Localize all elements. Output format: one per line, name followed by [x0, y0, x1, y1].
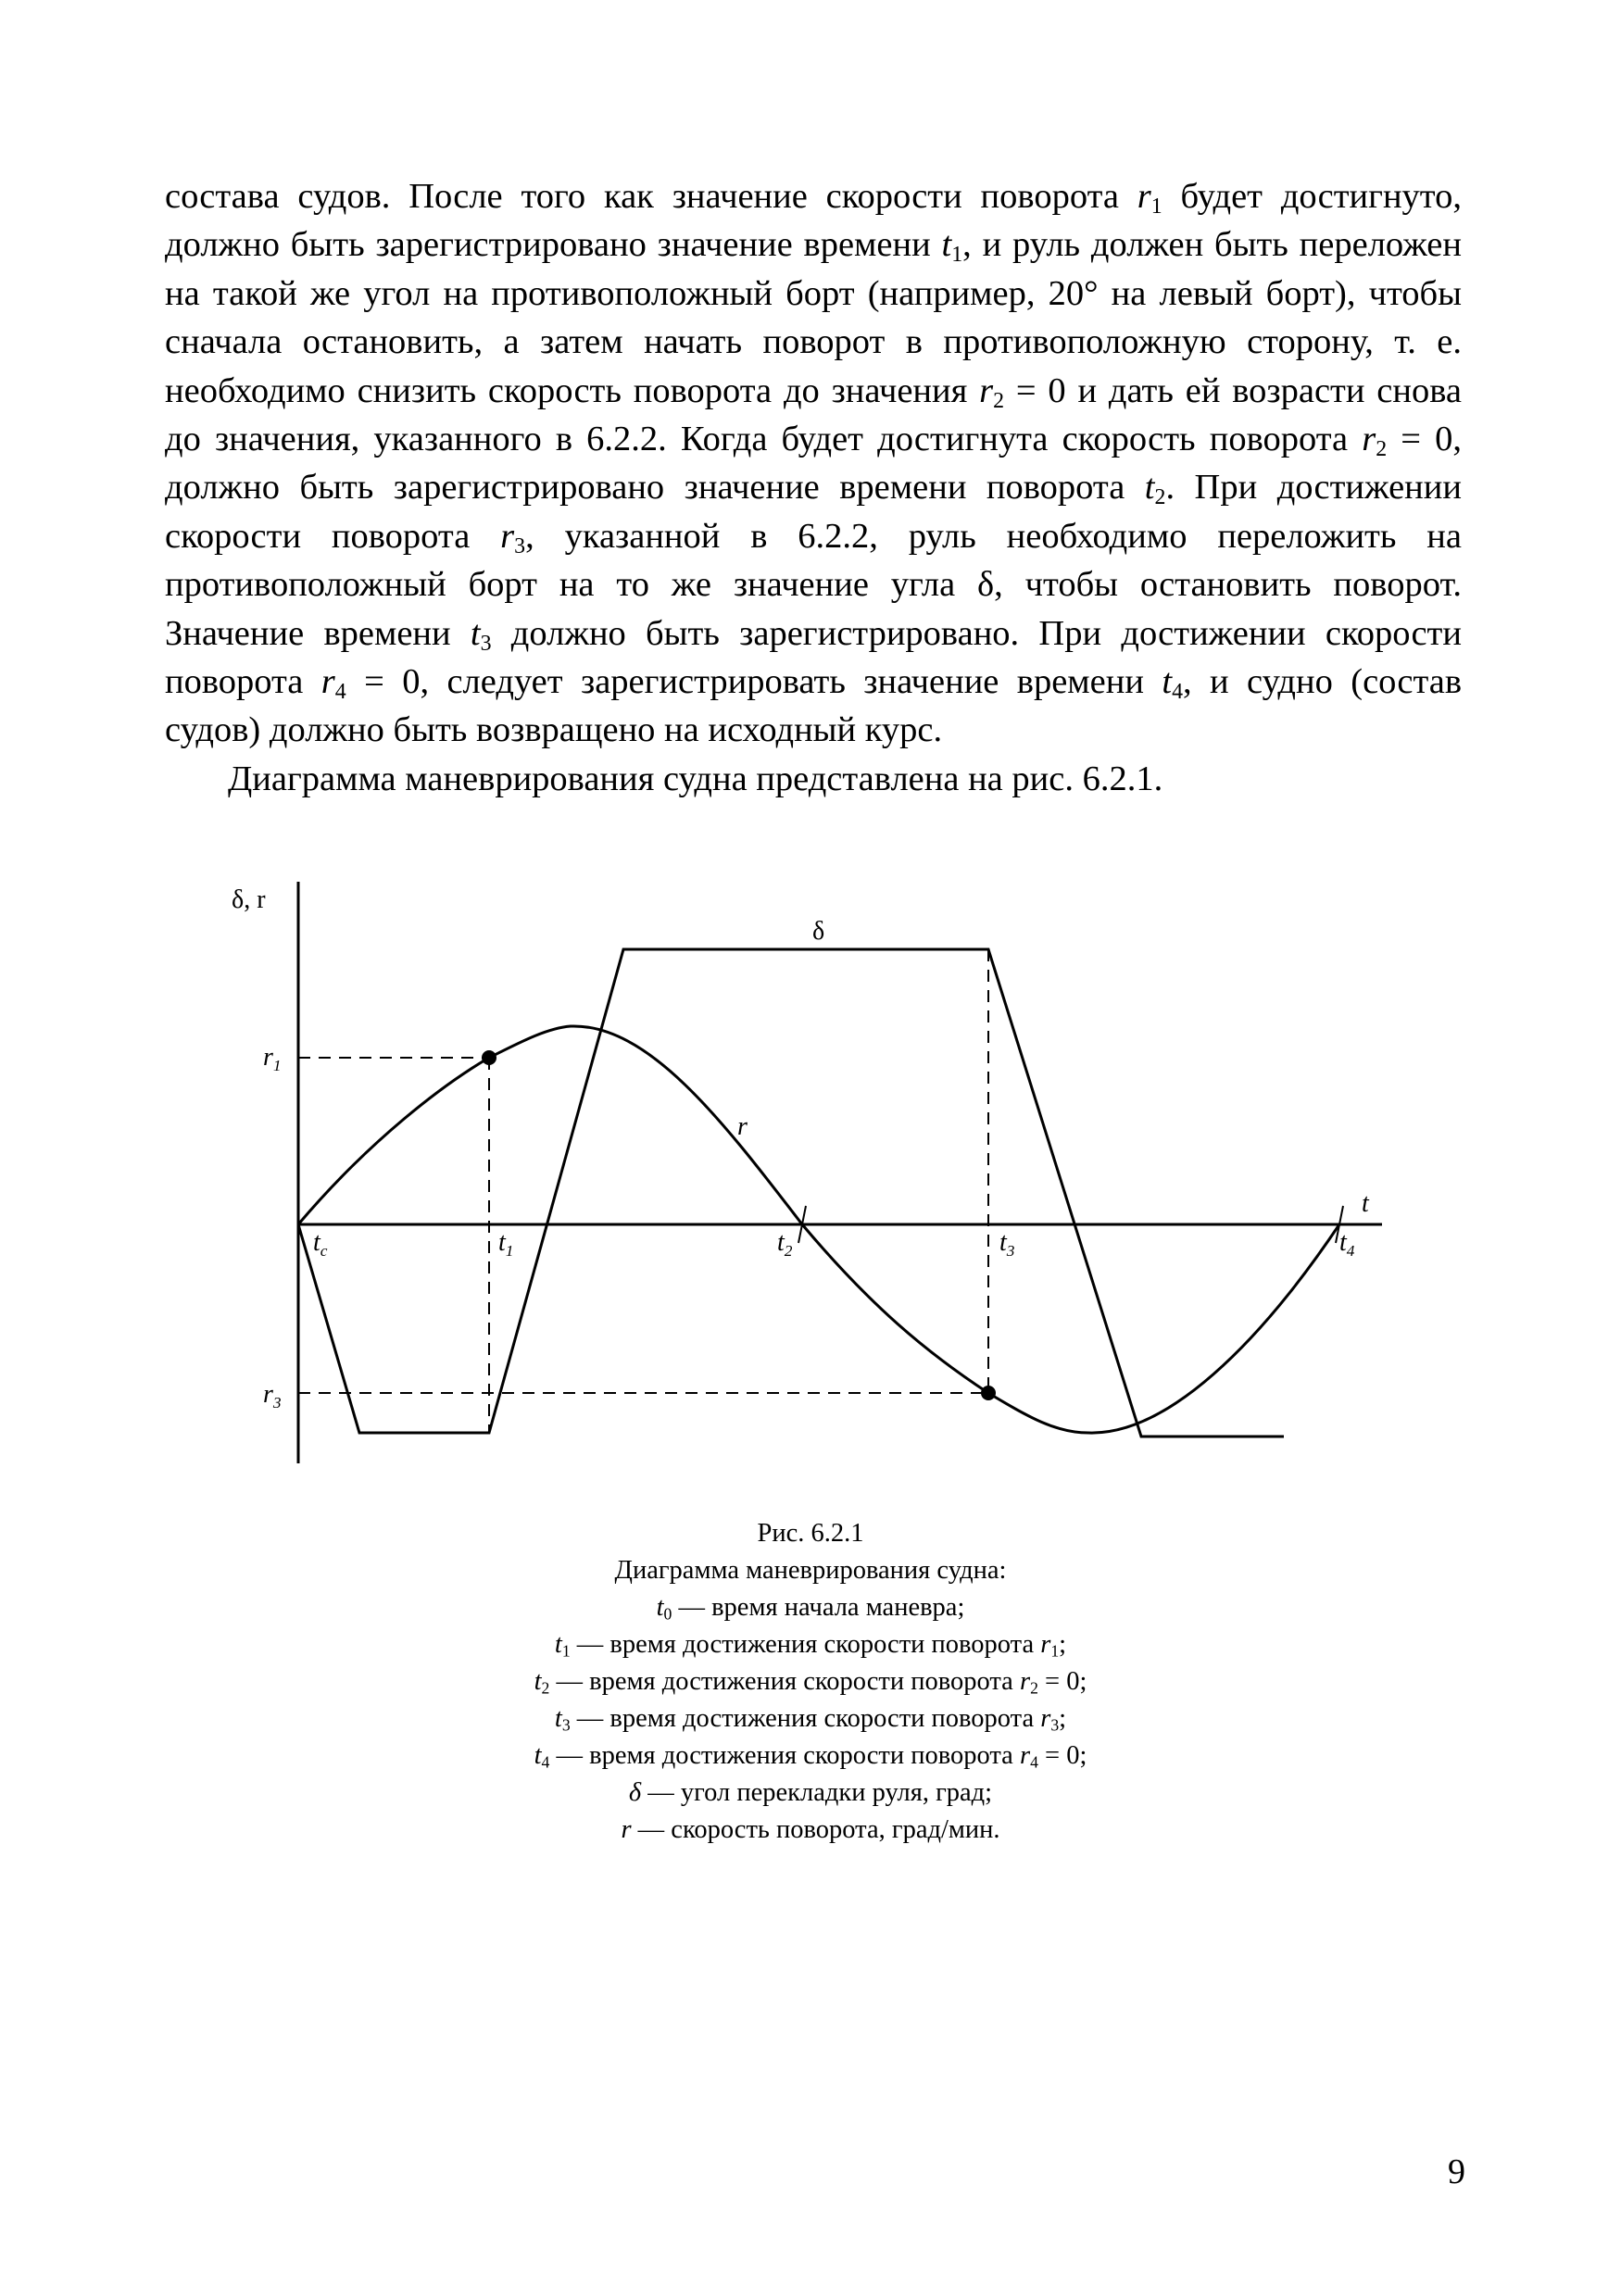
caption-item: $t_0$ — время начала маневра;	[656, 1593, 965, 1624]
caption-item: $t_2$ — время достижения скорости поворота $r_2 = 0$;	[534, 1667, 1087, 1698]
figure-caption	[0, 1515, 1621, 1849]
text-run: = 0, должно быть зарегистрировано значение времени поворота	[165, 420, 1462, 508]
text-run: = 0 и дать ей возрасти снова до значения, указанного в 6.2.2. Когда будет достигнута скорость поворота	[165, 370, 1462, 459]
figure-6-2-1	[0, 861, 1621, 1491]
text-run: , указанной в 6.2.2, руль необходимо переложить на противоположный борт на то же значение угла δ, чтобы остановить поворот. Значение времени	[165, 516, 1462, 653]
caption-item: δ — угол перекладки руля, град;	[628, 1778, 993, 1807]
page-number: 9	[1448, 2152, 1465, 2191]
math-symbol: $r_3$	[500, 516, 526, 558]
x-axis-label: t	[1362, 1189, 1369, 1218]
paragraph-1	[165, 172, 1462, 755]
text-run: . При достижении скорости поворота	[165, 468, 1462, 556]
math-symbol: $t_1$	[941, 225, 963, 268]
x-tick-label-t3: $t_3$	[999, 1228, 1015, 1260]
body-text	[165, 172, 1462, 803]
math-symbol: $r_1$	[1137, 177, 1162, 219]
text-run: = 0, следует зарегистрировать значение времени	[346, 662, 1162, 702]
caption-item: r — скорость поворота, град/мин.	[621, 1815, 1000, 1844]
y-tick-label-r3: $r_3$	[263, 1380, 282, 1411]
math-symbol: $r_4$	[320, 662, 346, 705]
r-curve-label: r	[737, 1112, 748, 1141]
caption-title: Рис. 6.2.1	[757, 1519, 864, 1548]
text-run: , и судно (состав судов) должно быть возвращено на исходный курс.	[165, 662, 1463, 750]
delta-curve	[298, 949, 1284, 1437]
caption-subtitle: Диаграмма маневрирования судна:	[614, 1556, 1007, 1585]
caption-item: $t_4$ — время достижения скорости поворота $r_4 = 0$;	[534, 1741, 1087, 1772]
text-run: будет достигнуто, должно быть зарегистрировано значение времени	[165, 177, 1462, 265]
paragraph-2: Диаграмма маневрирования судна представлена на рис. 6.2.1.	[228, 759, 1163, 798]
math-symbol: $r_2$	[979, 370, 1005, 413]
x-tick-label-t2: $t_2$	[777, 1228, 793, 1260]
maneuvering-diagram	[0, 861, 1621, 1491]
caption-item: $t_3$ — время достижения скорости поворота $r_3$;	[554, 1704, 1067, 1735]
y-axis-label: δ, r	[232, 885, 266, 914]
x-tick-label-t4: $t_4$	[1339, 1228, 1355, 1260]
math-symbol: $t_4$	[1162, 662, 1183, 705]
x-tick-label-t1: $t_1$	[498, 1228, 514, 1260]
text-run: , и руль должен быть переложен на такой же угол на противоположный борт (например, 20° на левый борт), чтобы сначала остановить, а затем начать поворот в противоположную сторону, т. е. необходимо снизить скорость поворота до значения	[165, 225, 1462, 410]
math-symbol: $t_3$	[470, 613, 492, 656]
delta-curve-label: δ	[812, 917, 825, 946]
caption-legend-list	[0, 1589, 1621, 1849]
r3-point	[981, 1386, 996, 1400]
y-tick-label-r1: $r_1$	[263, 1043, 282, 1074]
r-curve	[298, 1026, 1339, 1433]
caption-item: $t_1$ — время достижения скорости поворота $r_1$;	[554, 1630, 1067, 1661]
x-tick-label-tc: $t_c$	[313, 1228, 328, 1260]
math-symbol: $r_2$	[1362, 420, 1388, 461]
text-run: должно быть зарегистрировано. При достижении скорости поворота	[165, 613, 1462, 702]
text-run: состава судов. После того как значение скорости поворота	[165, 177, 1137, 216]
r1-point	[482, 1050, 496, 1065]
math-symbol: $t_2$	[1144, 468, 1166, 510]
